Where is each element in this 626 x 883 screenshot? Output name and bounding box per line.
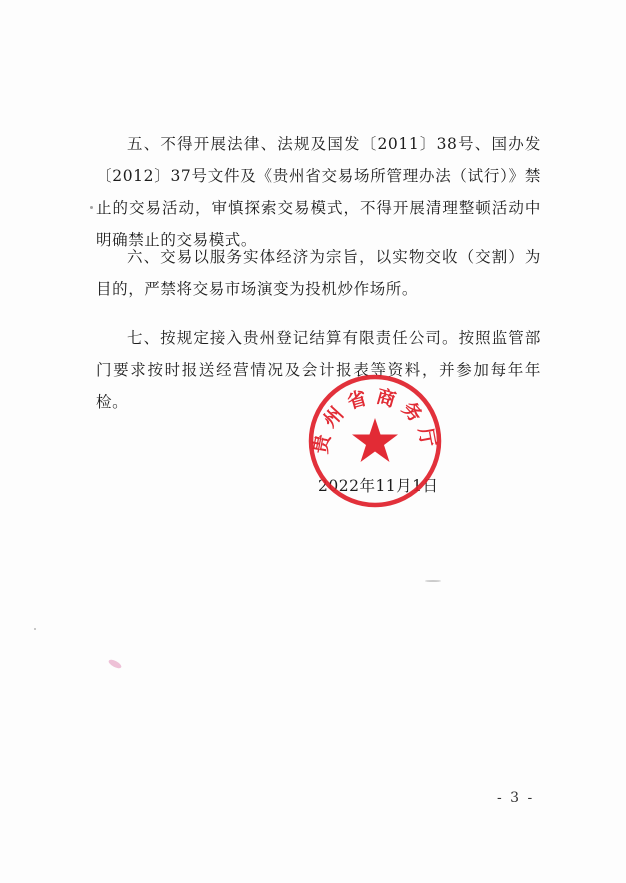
paragraph-item-7: 七、按规定接入贵州登记结算有限责任公司。按照监管部门要求按时报送经营情况及会计报表等资料，并参加每年年检。 (96, 329, 541, 411)
scan-speck (90, 206, 93, 209)
paragraph-item-5: 五、不得开展法律、法规及国发〔2011〕38号、国办发〔2012〕37号文件及《贵州省交易场所管理办法（试行）》禁止的交易活动，审慎探索交易模式，不得开展清理整顿活动中明确禁止的交易模式。 (96, 135, 541, 249)
issue-date: 2022年11月1日 (318, 477, 439, 495)
scan-speck (34, 628, 36, 630)
scan-speck (425, 580, 441, 582)
page-number: - 3 - (497, 790, 535, 806)
seal-text: 贵州省商务厅 (309, 385, 441, 456)
scan-speck (107, 658, 122, 670)
star-icon (352, 418, 398, 462)
paragraph-item-6: 六、交易以服务实体经济为宗旨，以实物交收（交割）为目的，严禁将交易市场演变为投机炒作场所。 (96, 248, 541, 298)
official-seal (306, 372, 444, 510)
